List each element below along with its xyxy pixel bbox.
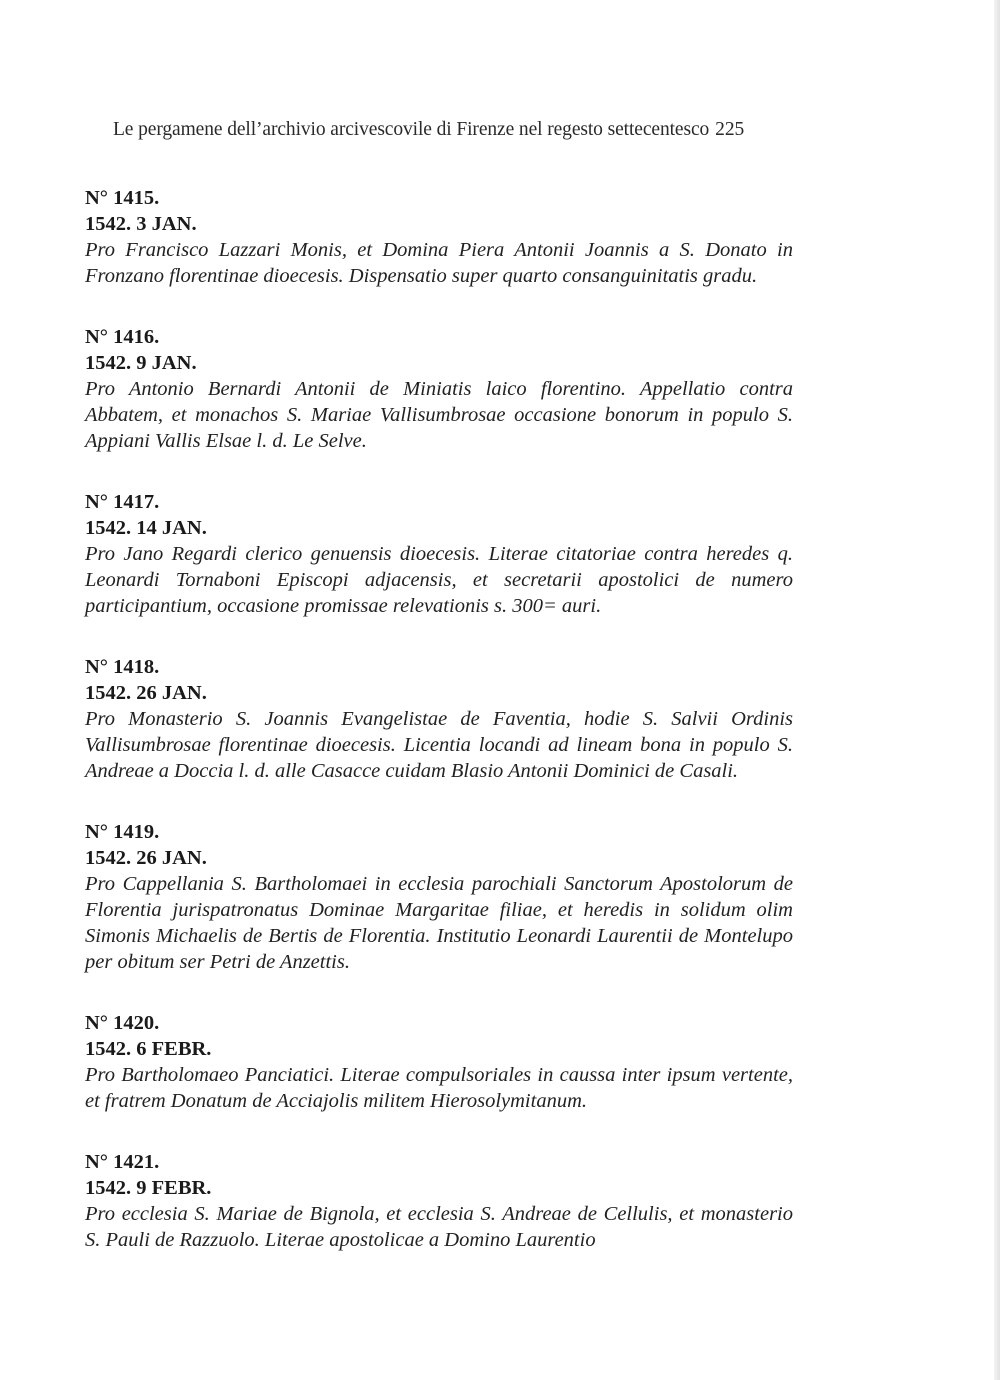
entry-text: Pro Antonio Bernardi Antonii de Miniatis laico florentino. Appellatio contra Abbatem, et monachos S. Mariae Vallisumbrosae occasione bonorum in populo S. Appiani Vallis Elsae l. d. Le Selve. (85, 378, 793, 452)
entry-number: N° 1418. (85, 656, 160, 678)
entry-1421 (85, 1149, 793, 1253)
entry-text: Pro Cappellania S. Bartholomaei in ecclesia parochiali Sanctorum Apostolorum de Florentia jurispatronatus Dominae Margaritae filiae, et heredis in solidum olim Simonis Michaelis de Bertis de Florentia. Institutio Leonardi Laurentii de Montelupo per obitum ser Petri de Anzettis. (85, 873, 793, 973)
entry-number: N° 1421. (85, 1151, 160, 1173)
entry-1420 (85, 1010, 793, 1114)
entry-number: N° 1420. (85, 1012, 160, 1034)
entry-number: N° 1419. (85, 821, 160, 843)
entry-number: N° 1415. (85, 187, 160, 209)
entry-text: Pro Jano Regardi clerico genuensis dioecesis. Literae citatoriae contra heredes q. Leonardi Tornaboni Episcopi adjacensis, et secretarii apostolici de numero participantium, occasione promissae relevationis s. 300= auri. (85, 543, 793, 617)
page-edge-shadow (994, 0, 1000, 1380)
running-header (113, 119, 813, 141)
entry-1415 (85, 185, 793, 289)
entry-date: 1542. 6 FEBR. (85, 1038, 212, 1060)
entry-date: 1542. 26 JAN. (85, 847, 207, 869)
entry-text: Pro Monasterio S. Joannis Evangelistae de Faventia, hodie S. Salvii Ordinis Vallisumbrosae florentinae dioecesis. Licentia locandi ad lineam bona in populo S. Andreae a Doccia l. d. alle Casacce cuidam Blasio Antonii Dominici de Casali. (85, 708, 793, 782)
entry-date: 1542. 9 JAN. (85, 352, 197, 374)
entry-date: 1542. 3 JAN. (85, 213, 197, 235)
entry-1418 (85, 654, 793, 784)
entry-1419 (85, 819, 793, 975)
entry-1417 (85, 489, 793, 619)
entry-1416 (85, 324, 793, 454)
entry-date: 1542. 14 JAN. (85, 517, 207, 539)
entry-date: 1542. 9 FEBR. (85, 1177, 212, 1199)
running-title: Le pergamene dell’archivio arcivescovile di Firenze nel regesto settecentesco (113, 119, 710, 140)
page-number: 225 (715, 119, 745, 140)
entry-text: Pro Bartholomaeo Panciatici. Literae compulsoriales in caussa inter ipsum vertente, et fratrem Donatum de Acciajolis militem Hierosolymitanum. (85, 1064, 793, 1112)
entry-number: N° 1416. (85, 326, 160, 348)
entry-number: N° 1417. (85, 491, 160, 513)
entry-date: 1542. 26 JAN. (85, 682, 207, 704)
entries-list (85, 185, 793, 1288)
entry-text: Pro ecclesia S. Mariae de Bignola, et ecclesia S. Andreae de Cellulis, et monasterio S. Pauli de Razzuolo. Literae apostolicae a Domino Laurentio (85, 1203, 793, 1251)
entry-text: Pro Francisco Lazzari Monis, et Domina Piera Antonii Joannis a S. Donato in Fronzano florentinae dioecesis. Dispensatio super quarto consanguinitatis gradu. (85, 239, 793, 287)
